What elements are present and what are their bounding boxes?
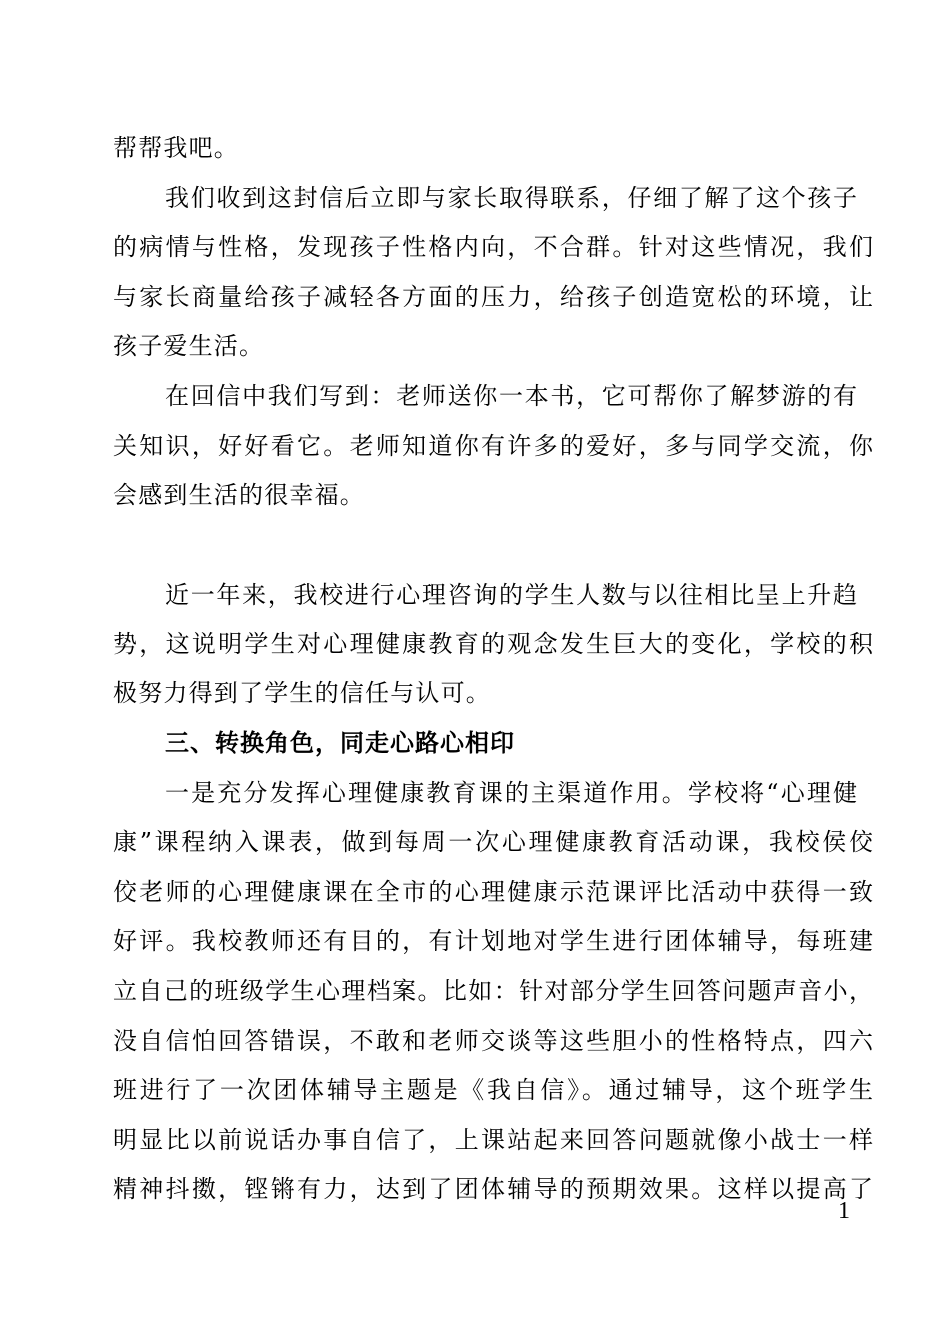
text-line: 立自己的班级学生心理档案。比如：针对部分学生回答问题声音小， — [113, 977, 873, 1005]
text-line: 班进行了一次团体辅导主题是《我自信》。通过辅导，这个班学生 — [113, 1076, 873, 1104]
text-line: 的病情与性格，发现孩子性格内向，不合群。针对这些情况，我们 — [113, 233, 873, 261]
text-line: 明显比以前说话办事自信了，上课站起来回答问题就像小战士一样 — [113, 1126, 873, 1154]
section-heading: 三、转换角色，同走心路心相印 — [165, 729, 515, 757]
paragraph-first-line: 近一年来，我校进行心理咨询的学生人数与以往相比呈上升趋 — [165, 581, 857, 609]
text-line: 康”课程纳入课表，做到每周一次心理健康教育活动课，我校侯佼 — [113, 828, 873, 856]
text-line: 帮帮我吧。 — [113, 134, 239, 162]
text-line: 势，这说明学生对心理健康教育的观念发生巨大的变化，学校的积 — [113, 630, 873, 658]
text-line: 佼老师的心理健康课在全市的心理健康示范课评比活动中获得一致 — [113, 878, 873, 906]
text-line: 孩子爱生活。 — [113, 332, 265, 360]
paragraph-first-line: 一是充分发挥心理健康教育课的主渠道作用。学校将“心理健 — [165, 779, 857, 807]
text-line: 极努力得到了学生的信任与认可。 — [113, 679, 491, 707]
text-line: 没自信怕回答错误，不敢和老师交谈等这些胆小的性格特点，四六 — [113, 1027, 873, 1055]
text-line: 精神抖擞，铿锵有力，达到了团体辅导的预期效果。这样以提高了 — [113, 1175, 873, 1203]
text-line: 好评。我校教师还有目的，有计划地对学生进行团体辅导，每班建 — [113, 927, 873, 955]
text-line: 关知识，好好看它。老师知道你有许多的爱好，多与同学交流，你 — [113, 432, 873, 460]
text-line: 与家长商量给孩子减轻各方面的压力，给孩子创造宽松的环境，让 — [113, 283, 873, 311]
text-line: 会感到生活的很幸福。 — [113, 481, 365, 509]
paragraph-first-line: 在回信中我们写到：老师送你一本书，它可帮你了解梦游的有 — [165, 382, 857, 410]
page-number: 1 — [838, 1198, 850, 1224]
paragraph-first-line: 我们收到这封信后立即与家长取得联系，仔细了解了这个孩子 — [165, 184, 857, 212]
